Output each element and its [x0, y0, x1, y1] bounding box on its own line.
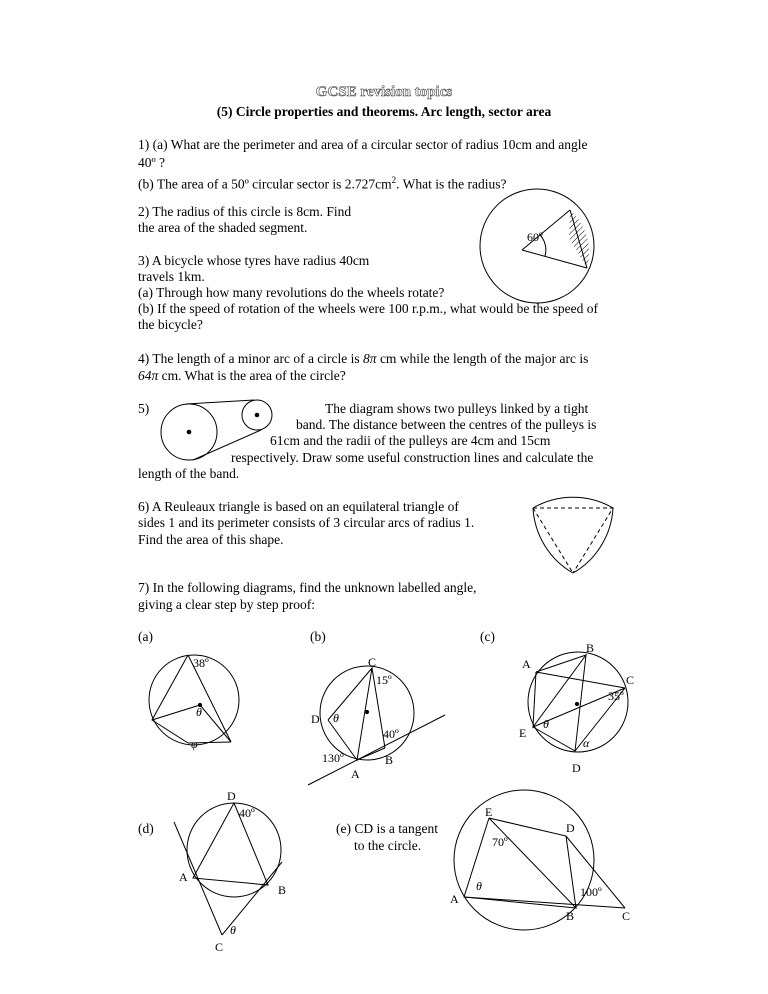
pulley-small-centre — [255, 413, 259, 417]
q5-line4: respectively. Draw some useful construction lines and calculate the — [231, 450, 594, 465]
e-label-A: A — [450, 892, 459, 906]
q2-angle-label: 60º — [527, 230, 543, 244]
c-label-A: A — [522, 657, 531, 671]
e-label-D: D — [566, 821, 575, 835]
q1-line3b: . What is the radius? — [396, 176, 507, 192]
c-angle-35: 35º — [608, 689, 624, 703]
a-phi: φ — [191, 737, 198, 751]
q5-number: 5) — [138, 401, 150, 416]
band-top — [186, 400, 254, 404]
b-angle-40: 40º — [383, 727, 399, 741]
diagram-a-tag: (a) — [138, 629, 153, 644]
q6-line2: sides 1 and its perimeter consists of 3 circular arcs of radius 1. — [138, 515, 475, 530]
diagram-e — [450, 790, 630, 930]
e-label-E: E — [485, 805, 493, 819]
c-centre — [575, 702, 578, 705]
q2-line2: the area of the shaded segment. — [138, 220, 308, 235]
q1-sup: 2 — [391, 175, 397, 185]
e-label-B: B — [566, 909, 575, 923]
diagram-b-tag: (b) — [310, 629, 326, 644]
page-subtitle: (5) Circle properties and theorems. Arc length, sector area — [216, 104, 552, 119]
q5-line2: band. The distance between the centres of the pulleys is — [296, 417, 597, 432]
b-label-A: A — [351, 767, 360, 781]
d-label-D: D — [227, 789, 236, 803]
d-label-C: C — [215, 940, 224, 954]
b-label-B: B — [385, 753, 394, 767]
b-centre — [365, 710, 368, 713]
q4-text-c: cm. What is the area of the circle? — [161, 368, 346, 383]
b-label-C: C — [368, 655, 377, 669]
band-bottom — [193, 430, 261, 460]
q4-math-major: 64π — [138, 368, 159, 383]
c-alpha: α — [583, 736, 590, 750]
q2-line1: 2) The radius of this circle is 8cm. Find — [138, 204, 352, 219]
d-theta: θ — [230, 923, 236, 937]
d-label-A: A — [179, 870, 188, 884]
diagram-b — [308, 655, 445, 785]
e-triangle — [464, 818, 576, 908]
q5-pulleys — [161, 400, 272, 460]
page-title: GCSE revision topics — [315, 84, 453, 100]
q6-line3: Find the area of this shape. — [138, 532, 284, 547]
q7-line1: 7) In the following diagrams, find the unknown labelled angle, — [138, 580, 477, 595]
q2-radius-2 — [522, 250, 587, 268]
q6-reuleaux — [533, 497, 613, 573]
q6-arc-top — [533, 497, 613, 508]
q4-text-a: 4) The length of a minor arc of a circle is — [138, 351, 360, 366]
d-label-B: B — [278, 883, 287, 897]
e-label-C: C — [622, 909, 631, 923]
q4-math-minor: 8π — [363, 351, 377, 366]
a-angle-38: 38º — [193, 656, 209, 670]
q3-line5: the bicycle? — [138, 317, 203, 332]
q5-line3: 61cm and the radii of the pulleys are 4cm and 15cm — [270, 433, 551, 448]
q2-shaded-segment — [569, 210, 589, 268]
q2-figure — [480, 189, 594, 303]
b-angle-130: 130º — [322, 751, 344, 765]
diagram-d — [174, 789, 286, 954]
q3-line4: (b) If the speed of rotation of the wheels were 100 r.p.m., what would be the speed of — [138, 301, 598, 316]
q3-line1: 3) A bicycle whose tyres have radius 40cm — [138, 253, 370, 268]
q1-line1: 1) (a) What are the perimeter and area of a circular sector of radius 10cm and angle — [138, 137, 588, 152]
c-line-ac — [536, 672, 625, 688]
q3-line3: (a) Through how many revolutions do the wheels rotate? — [138, 285, 445, 300]
b-tangent — [308, 715, 445, 785]
q6-line1: 6) A Reuleaux triangle is based on an equilateral triangle of — [138, 499, 459, 514]
e-theta: θ — [476, 879, 482, 893]
diagram-e-line2: to the circle. — [354, 838, 422, 853]
diagram-c — [519, 641, 634, 775]
c-theta: θ — [543, 717, 549, 731]
diagram-e-line1: (e) CD is a tangent — [336, 821, 438, 836]
c-label-C: C — [626, 673, 635, 687]
q4-text-b: cm while the length of the major arc is — [379, 351, 589, 366]
b-theta: θ — [333, 711, 339, 725]
q1-line3a: (b) The area of a 50º circular sector is 2.727cm — [138, 176, 392, 192]
q6-dashed-triangle — [533, 508, 613, 573]
q1-line2: 40º ? — [138, 155, 166, 170]
d-triangle — [193, 803, 268, 885]
a-theta: θ — [196, 705, 202, 719]
c-label-E: E — [519, 726, 527, 740]
diagram-a — [149, 655, 239, 751]
diagram-d-tag: (d) — [138, 821, 154, 836]
pulley-large-centre — [187, 430, 191, 434]
q3-line2: travels 1km. — [138, 269, 205, 284]
b-label-D: D — [311, 712, 320, 726]
q6-dashed-side — [533, 508, 573, 573]
c-label-D: D — [572, 761, 581, 775]
e-angle-100: 100º — [580, 885, 602, 899]
q7-line2: giving a clear step by step proof: — [138, 597, 315, 612]
e-angle-70: 70º — [492, 835, 508, 849]
diagram-c-tag: (c) — [480, 629, 495, 644]
a-chord-left — [152, 655, 188, 743]
q5-line5: length of the band. — [138, 466, 240, 481]
c-label-B: B — [586, 641, 595, 655]
b-angle-15: 15º — [376, 673, 392, 687]
d-angle-40: 40º — [239, 806, 255, 820]
q5-line1: The diagram shows two pulleys linked by a tight — [325, 401, 589, 416]
